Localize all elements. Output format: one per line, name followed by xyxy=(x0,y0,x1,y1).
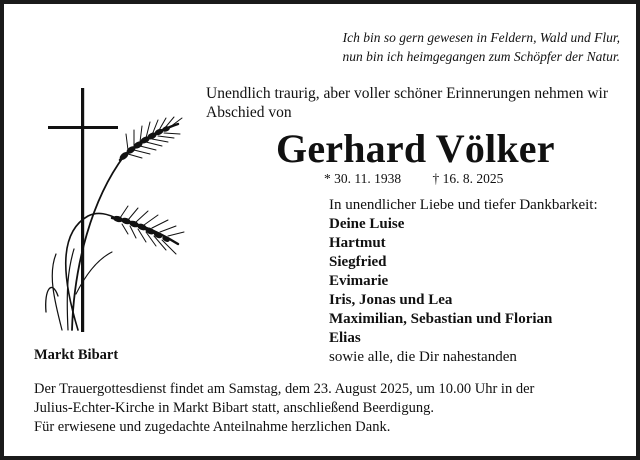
birth-date: * 30. 11. 1938 xyxy=(324,171,402,186)
mourner-name: Elias xyxy=(329,330,361,346)
mourner-name: Hartmut xyxy=(329,235,386,251)
service-line-2: Julius-Echter-Kirche in Markt Bibart statt, anschließend Beerdigung. xyxy=(34,400,434,416)
wheat-grains-icon xyxy=(112,125,170,243)
wheat-stalks-icon xyxy=(46,117,184,330)
mourners-closing: sowie alle, die Dir nahestanden xyxy=(329,349,517,365)
cross-icon xyxy=(48,88,118,332)
mourner-name: Siegfried xyxy=(329,254,387,270)
service-info xyxy=(34,380,624,437)
life-dates xyxy=(324,170,531,188)
deceased-name: Gerhard Völker xyxy=(276,126,555,171)
place-name: Markt Bibart xyxy=(34,347,119,363)
death-date: † 16. 8. 2025 xyxy=(432,171,504,186)
service-line-3: Für erwiesene und zugedachte Anteilnahme herzlichen Dank. xyxy=(34,419,391,435)
intro-line-2: Abschied von xyxy=(206,104,292,121)
service-line-1: Der Trauergottesdienst findet am Samstag, dem 23. August 2025, um 10.00 Uhr in der xyxy=(34,381,535,397)
mourner-name: Maximilian, Sebastian und Florian xyxy=(329,311,553,327)
poem-line-2: nun bin ich heimgegangen zum Schöpfer der Natur. xyxy=(342,49,620,64)
memorial-poem xyxy=(343,28,620,66)
mourner-name: Evimarie xyxy=(329,273,389,289)
intro-text xyxy=(206,84,626,122)
poem-line-1: Ich bin so gern gewesen in Feldern, Wald und Flur, xyxy=(342,30,620,45)
cross-with-wheat-icon xyxy=(28,84,198,344)
mourner-name: Deine Luise xyxy=(329,216,405,232)
mourners-list xyxy=(329,196,598,367)
mourner-name: Iris, Jonas und Lea xyxy=(329,292,453,308)
intro-line-1: Unendlich traurig, aber voller schöner Erinnerungen nehmen wir xyxy=(206,85,608,102)
mourners-heading: In unendlicher Liebe und tiefer Dankbarkeit: xyxy=(329,197,598,213)
